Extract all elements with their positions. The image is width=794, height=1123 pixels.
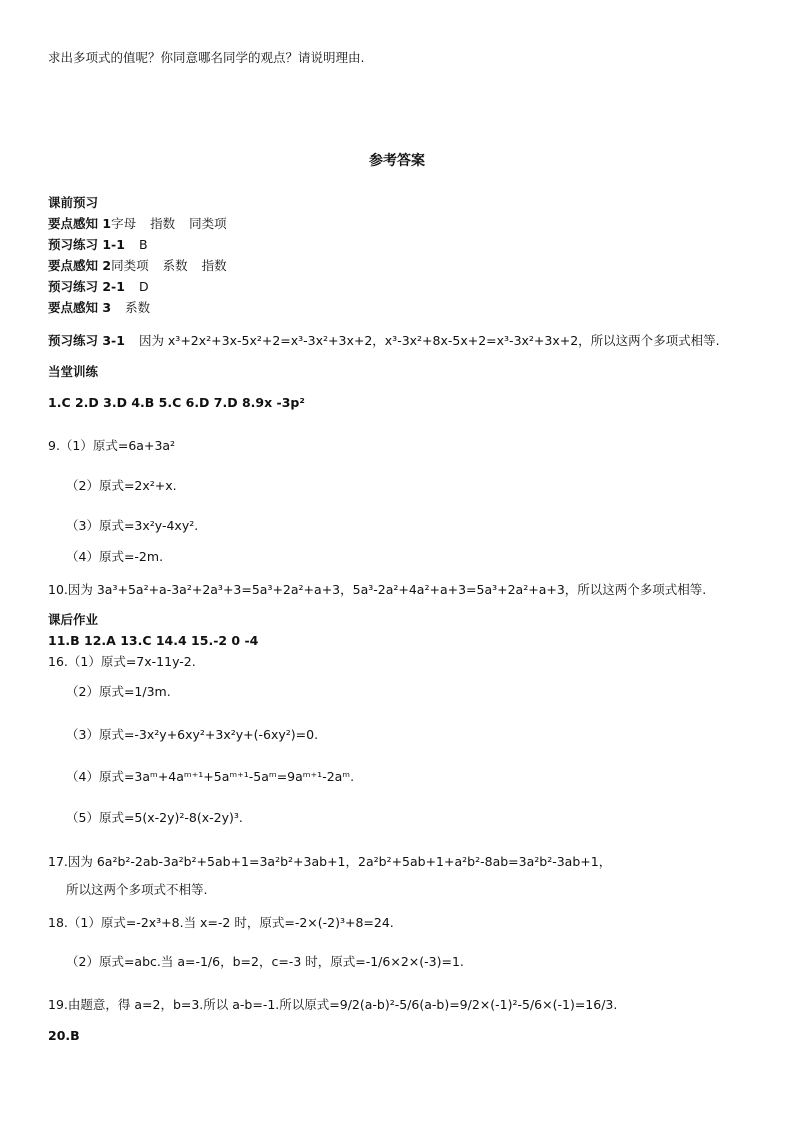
key-point-2-answer-b: 系数 [162, 258, 188, 273]
q18-part-2: （2）原式=abc.当 a=-1/6，b=2，c=-3 时，原式=-1/6×2×(-3)=1. [66, 954, 464, 969]
q9-part-4: （4）原式=-2m. [66, 549, 164, 564]
q9-part-1: 9.（1）原式=6a+3a² [48, 438, 176, 453]
key-point-2-answer-c: 指数 [201, 258, 227, 273]
q16-part-2: （2）原式=1/3m. [66, 684, 171, 699]
practice-2-label: 预习练习 2-1 [48, 279, 125, 294]
page-title: 参考答案 [369, 153, 425, 169]
practice-1-answer: B [138, 237, 148, 252]
q9-part-3: （3）原式=3x²y-4xy². [66, 518, 199, 533]
key-point-2-label: 要点感知 2 [48, 258, 112, 273]
practice-2-answer: D [138, 279, 149, 294]
q16-part-3: （3）原式=-3x²y+6xy²+3x²y+(-6xy²)=0. [66, 727, 319, 742]
key-point-1-label: 要点感知 1 [48, 216, 112, 231]
q20: 20.B [48, 1028, 80, 1043]
practice-3-label: 预习练习 3-1 [48, 333, 125, 348]
key-point-1-answer-b: 指数 [150, 216, 176, 231]
practice-1-label: 预习练习 1-1 [48, 237, 125, 252]
practice-3 [48, 335, 720, 348]
practice-1 [48, 239, 148, 252]
q17-line-1: 17.因为 6a²b²-2ab-3a²b²+5ab+1=3a²b²+3ab+1，2a²b²+5ab+1+a²b²-8ab=3a²b²-3ab+1， [48, 854, 612, 869]
key-point-1 [48, 218, 227, 231]
q16-part-4: （4）原式=3aᵐ+4aᵐ⁺¹+5aᵐ⁺¹-5aᵐ=9aᵐ⁺¹-2aᵐ. [66, 769, 355, 784]
practice-3-text: 因为 x³+2x²+3x-5x²+2=x³-3x²+3x+2，x³-3x²+8x-5x+2=x³-3x²+3x+2，所以这两个多项式相等. [138, 333, 720, 348]
key-point-3 [48, 302, 150, 315]
key-point-3-label: 要点感知 3 [48, 300, 112, 315]
q16-part-5: （5）原式=5(x-2y)²-8(x-2y)³. [66, 810, 243, 825]
after-class-heading: 课后作业 [48, 612, 99, 627]
intro-text: 求出多项式的值呢？你同意哪名同学的观点？请说明理由. [48, 50, 365, 65]
key-point-2-answer-a: 同类项 [111, 258, 149, 273]
key-point-3-answer: 系数 [125, 300, 151, 315]
q17-line-2: 所以这两个多项式不相等. [66, 882, 208, 897]
after-class-choices: 11.B 12.A 13.C 14.4 15.-2 0 -4 [48, 633, 259, 648]
q10: 10.因为 3a³+5a²+a-3a²+2a³+3=5a³+2a²+a+3，5a³-2a²+4a²+a+3=5a³+2a²+a+3，所以这两个多项式相等. [48, 582, 707, 597]
key-point-1-answer-c: 同类项 [189, 216, 227, 231]
q9-part-2: （2）原式=2x²+x. [66, 478, 177, 493]
pre-study-heading: 课前预习 [48, 195, 99, 210]
key-point-1-answer-a: 字母 [111, 216, 137, 231]
practice-2 [48, 281, 149, 294]
q19: 19.由题意，得 a=2，b=3.所以 a-b=-1.所以原式=9/2(a-b)²-5/6(a-b)=9/2×(-1)²-5/6×(-1)=16/3. [48, 997, 618, 1012]
q16-part-1: 16.（1）原式=7x-11y-2. [48, 654, 196, 669]
in-class-choices: 1.C 2.D 3.D 4.B 5.C 6.D 7.D 8.9x -3p² [48, 395, 305, 410]
key-point-2 [48, 260, 227, 273]
in-class-heading: 当堂训练 [48, 364, 99, 379]
q18-part-1: 18.（1）原式=-2x³+8.当 x=-2 时，原式=-2×(-2)³+8=24. [48, 915, 394, 930]
